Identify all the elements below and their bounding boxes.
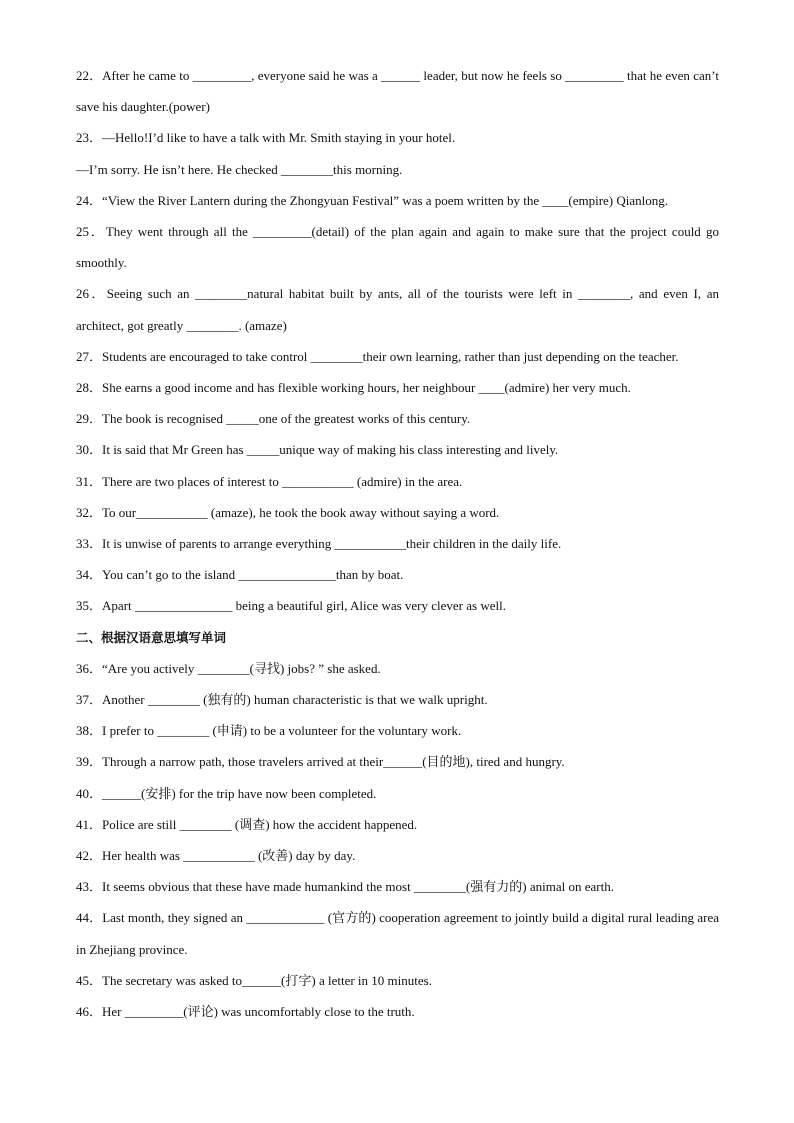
question-23: 23．—Hello!I’d like to have a talk with Mr. Smith staying in your hotel. — [76, 130, 456, 146]
question-38: 38．I prefer to ________ (申请) to be a volunteer for the voluntary work. — [76, 723, 462, 739]
question-44: 44．Last month, they signed an ____________ (官方的) cooperation agreement to jointly build a digital rural leading area in Zhejiang province. — [76, 910, 719, 957]
question-43: 43．It seems obvious that these have made humankind the most ________(强有力的) animal on earth. — [76, 879, 614, 895]
question-35: 35．Apart _______________ being a beautiful girl, Alice was very clever as well. — [76, 598, 506, 614]
question-36: 36．“Are you actively ________(寻找) jobs? ” she asked. — [76, 660, 381, 676]
question-42: 42．Her health was ___________ (改善) day by day. — [76, 848, 356, 864]
question-32: 32．To our___________ (amaze), he took the book away without saying a word. — [76, 504, 500, 520]
question-30: 30．It is said that Mr Green has _____unique way of making his class interesting and lively. — [76, 442, 559, 458]
worksheet-page — [76, 60, 719, 1027]
question-25: 25．They went through all the _________(detail) of the plan again and again to make sure that the project could go smoothly. — [76, 224, 719, 271]
question-29: 29．The book is recognised _____one of the greatest works of this century. — [76, 411, 471, 427]
question-33: 33．It is unwise of parents to arrange everything ___________their children in the daily life. — [76, 536, 562, 552]
question-27: 27．Students are encouraged to take control ________their own learning, rather than just depending on the teacher. — [76, 348, 679, 364]
question-22: 22．After he came to _________, everyone said he was a ______ leader, but now he feels so _________ that he even can’t save his daughter.(power) — [76, 68, 719, 115]
question-26: 26．Seeing such an ________natural habitat built by ants, all of the tourists were left in ________, and even I, an architect, got greatly ________. (amaze) — [76, 286, 719, 333]
section-heading: 二、根据汉语意思填写单词 — [76, 629, 227, 645]
question-28: 28．She earns a good income and has flexible working hours, her neighbour ____(admire) her very much. — [76, 380, 631, 396]
question-41: 41．Police are still ________ (调查) how the accident happened. — [76, 816, 418, 832]
question-39: 39．Through a narrow path, those travelers arrived at their______(目的地), tired and hungry. — [76, 754, 565, 770]
question-34: 34．You can’t go to the island _______________than by boat. — [76, 567, 404, 583]
question-37: 37．Another ________ (独有的) human characteristic is that we walk upright. — [76, 692, 488, 708]
question-24: 24．“View the River Lantern during the Zhongyuan Festival” was a poem written by the ____(empire) Qianlong. — [76, 192, 669, 208]
question-45: 45．The secretary was asked to______(打字) a letter in 10 minutes. — [76, 972, 432, 988]
question-40: 40．______(安排) for the trip have now been completed. — [76, 785, 377, 801]
question-46: 46．Her _________(评论) was uncomfortably close to the truth. — [76, 1004, 415, 1020]
question-31: 31．There are two places of interest to ___________ (admire) in the area. — [76, 473, 463, 489]
question-23-reply: —I’m sorry. He isn’t here. He checked ________this morning. — [76, 161, 403, 177]
